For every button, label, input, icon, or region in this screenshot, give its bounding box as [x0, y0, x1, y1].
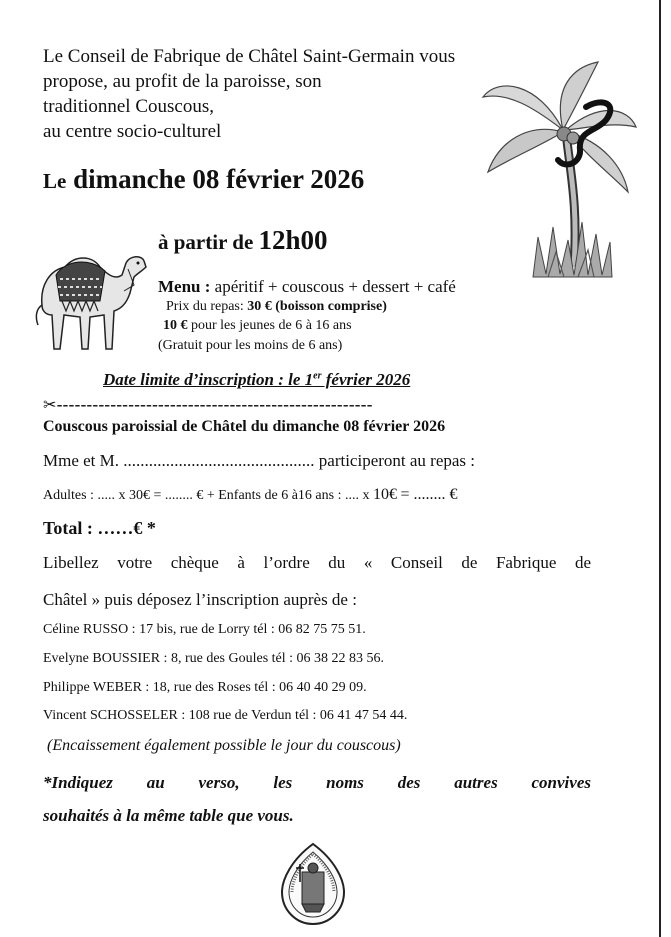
- intro-line-2: propose, au profit de la paroisse, son: [43, 71, 322, 92]
- scissors-icon: ✂: [43, 397, 57, 414]
- meal-price: [166, 299, 387, 315]
- menu-items: apéritif + couscous + dessert + café: [214, 277, 456, 296]
- verso-note-line-2: souhaités à la même table que vous.: [43, 806, 294, 825]
- event-date-text: dimanche 08 février 2026: [73, 164, 365, 194]
- event-time: [158, 225, 328, 256]
- deadline-before: Date limite d’inscription : le 1: [103, 370, 314, 389]
- youth-price-text: pour les jeunes de 6 à 16 ans: [191, 318, 352, 333]
- camel-illustration: [30, 245, 150, 355]
- intro-line-3: traditionnel Couscous,: [43, 96, 214, 117]
- cut-line: [43, 395, 373, 415]
- deadline-sup: er: [313, 370, 322, 382]
- menu-label: Menu :: [158, 277, 211, 296]
- event-date: [43, 164, 364, 195]
- registration-deadline: [103, 370, 410, 390]
- meal-price-value: 30 € (boisson comprise): [247, 299, 387, 314]
- parish-seal-icon: [280, 842, 346, 926]
- deadline-after: février 2026: [321, 370, 411, 389]
- event-time-prefix: à partir de: [158, 230, 254, 254]
- total-field[interactable]: Total : ……€ *: [43, 518, 156, 538]
- contact-item: Vincent SCHOSSELER : 108 rue de Verdun tél : 06 41 47 54 44.: [43, 708, 408, 723]
- event-time-value: 12h00: [258, 225, 328, 255]
- names-field[interactable]: Mme et M. ............................................. participeront au repas :: [43, 451, 476, 470]
- intro-line-1: Le Conseil de Fabrique de Châtel Saint-Germain vous: [43, 46, 456, 67]
- participant-counts-field[interactable]: [43, 486, 458, 504]
- youth-price: [163, 318, 352, 334]
- cheque-instruction-line-1: Libellez votre chèque à l’ordre du « Conseil de Fabrique de: [43, 553, 591, 572]
- verso-note-line-1: *Indiquez au verso, les noms des autres convives: [43, 773, 591, 792]
- contact-item: Céline RUSSO : 17 bis, rue de Lorry tél : 06 82 75 75 51.: [43, 622, 366, 637]
- free-under-six: (Gratuit pour les moins de 6 ans): [158, 338, 343, 353]
- children-total: = ........ €: [400, 486, 458, 503]
- palm-tree-illustration: [478, 62, 638, 277]
- event-date-prefix: Le: [43, 169, 67, 193]
- children-price: 10€: [372, 486, 397, 503]
- cut-dashes: -----------------------------------------------------: [56, 395, 373, 414]
- adults-children-text: Adultes : ..... x 30€ = ........ € + Enfants de 6 à16 ans : .... x: [43, 488, 370, 503]
- menu-line: [158, 277, 456, 297]
- meal-price-prefix: Prix du repas:: [166, 299, 244, 314]
- page-edge-line: [659, 0, 661, 937]
- youth-price-value: 10 €: [163, 318, 188, 333]
- payment-note: (Encaissement également possible le jour du couscous): [47, 737, 401, 754]
- intro-line-4: au centre socio-culturel: [43, 121, 222, 142]
- form-title: Couscous paroissial de Châtel du dimanche 08 février 2026: [43, 418, 446, 435]
- cheque-instruction-line-2: Châtel » puis déposez l’inscription auprès de :: [43, 590, 357, 609]
- contact-item: Evelyne BOUSSIER : 8, rue des Goules tél : 06 38 22 83 56.: [43, 651, 385, 666]
- contact-item: Philippe WEBER : 18, rue des Roses tél : 06 40 40 29 09.: [43, 680, 367, 695]
